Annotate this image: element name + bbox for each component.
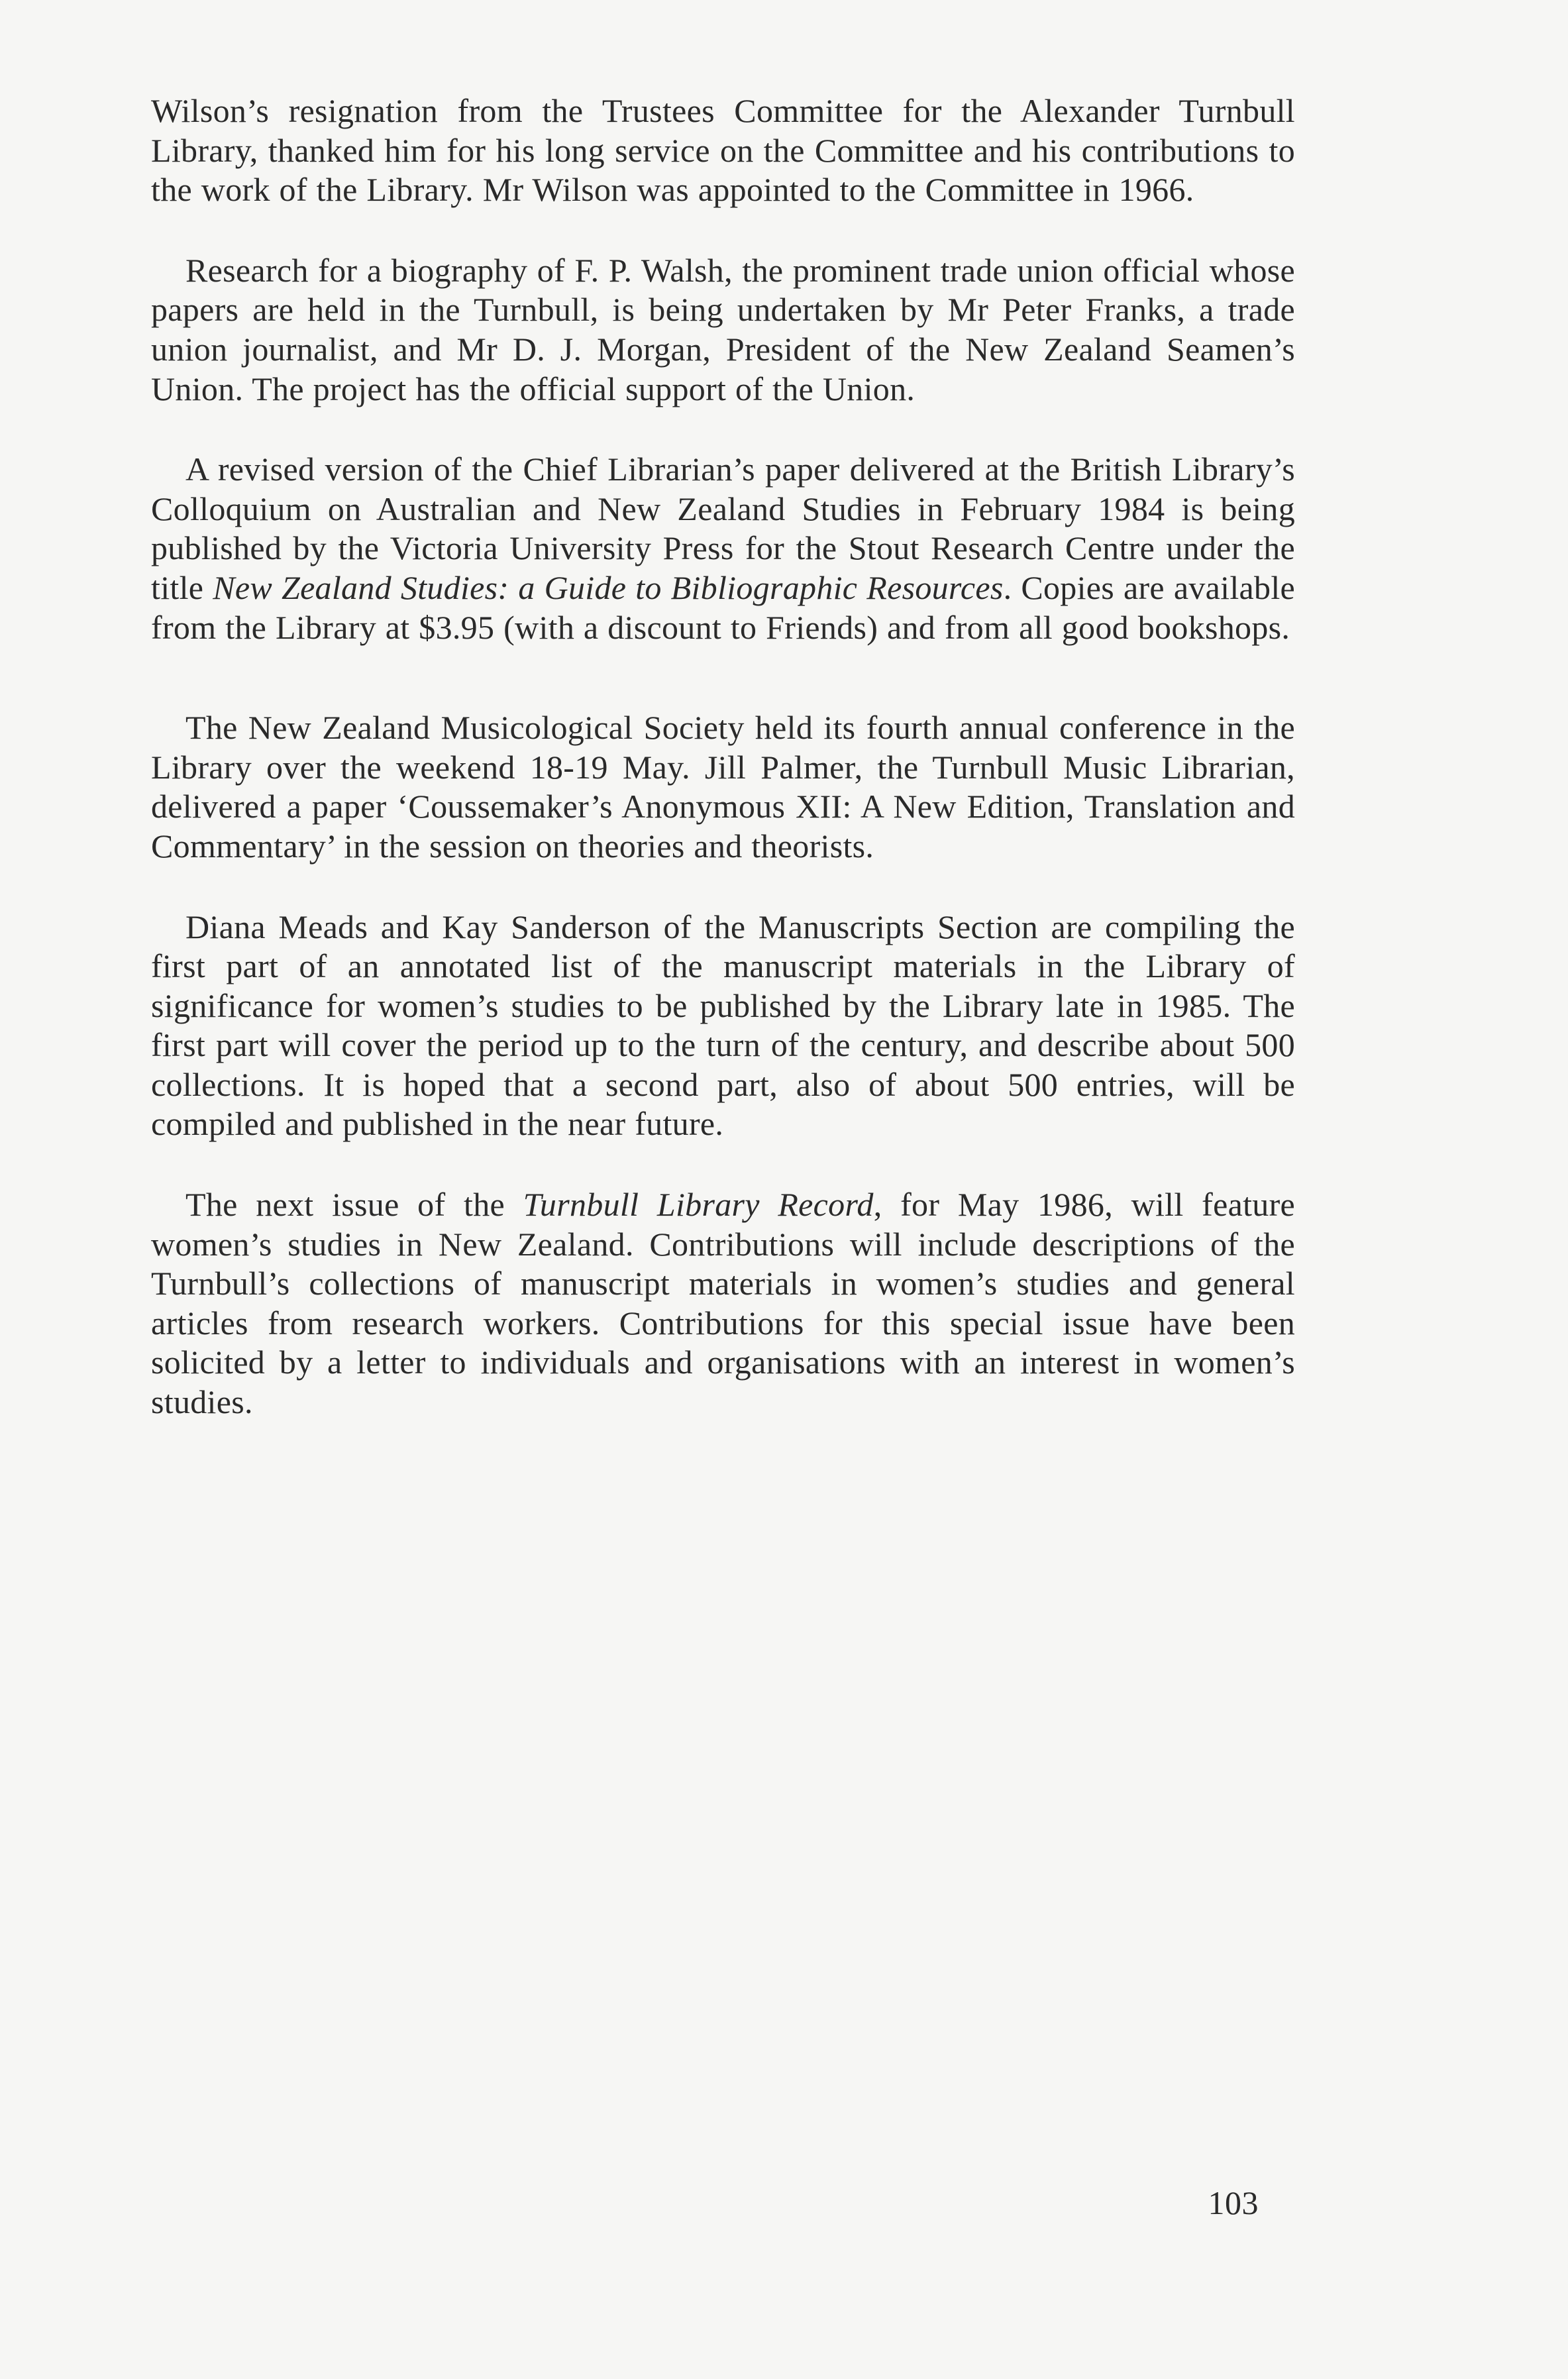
paragraph-next-issue: [151, 1185, 1295, 1422]
article-body: [151, 91, 1295, 1422]
paragraph-text: A revised version of the Chief Librarian’s paper delivered at the British Library’s Colloquium on Australian and New Zealand Studies in February 1984 is being published by the Victoria University Press for the Stout Research Centre under the title: [151, 450, 1295, 606]
paragraph-text: The next issue of the: [185, 1186, 523, 1224]
paragraph-musicological-society: [151, 708, 1295, 866]
paragraph-text: Diana Meads and Kay Sanderson of the Manuscripts Section are compiling the first part of an annotated list of the manuscript materials in the Library of significance for women’s studies to be published by the Library late in 1985. The first part will cover the period up to the turn of the century, and describe about 500 collections. It is hoped that a second part, also of about 500 entries, will be compiled and published in the near future.: [151, 908, 1295, 1143]
journal-title: Turnbull Library Record: [523, 1186, 874, 1224]
paragraph-text: Research for a biography of F. P. Walsh, the prominent trade union official whose papers are held in the Turnbull, is being undertaken by Mr Peter Franks, a trade union journalist, and Mr D. J. Morgan, President of the New Zealand Seamen’s Union. The project has the official support of the Union.: [151, 251, 1295, 407]
page-number: 103: [1208, 2184, 1259, 2221]
paragraph-walsh-biography: [151, 251, 1295, 409]
paragraph-text: Wilson’s resignation from the Trustees Committee for the Alexander Turnbull Library, thanked him for his long service on the Committee and his contributions to the work of the Library. Mr Wilson was appointed to the Committee in 1966.: [151, 92, 1295, 209]
paragraph-text: The New Zealand Musicological Society held its fourth annual conference in the Library over the weekend 18-19 May. Jill Palmer, the Turnbull Music Librarian, delivered a paper ‘Coussemaker’s Anonymous XII: A New Edition, Translation and Commentary’ in the session on theories and theorists.: [151, 709, 1295, 865]
paragraph-wilson-resignation: [151, 91, 1295, 210]
book-title: New Zealand Studies: a Guide to Bibliographic Resources: [213, 568, 1004, 606]
paragraph-chief-librarian-paper: [151, 450, 1295, 647]
paragraph-manuscripts-list: [151, 908, 1295, 1145]
paragraph-text: , for May 1986, will feature women’s studies in New Zealand. Contributions will include descriptions of the Turnbull’s collections of manuscript materials in women’s studies and general articles from research workers. Contributions for this special issue have been solicited by a letter to individuals and organisations with an interest in women’s studies.: [151, 1186, 1296, 1421]
paragraph-text: . Copies are available from the Library at $3.95 (with a discount to Friends) and from all good bookshops.: [151, 568, 1295, 646]
